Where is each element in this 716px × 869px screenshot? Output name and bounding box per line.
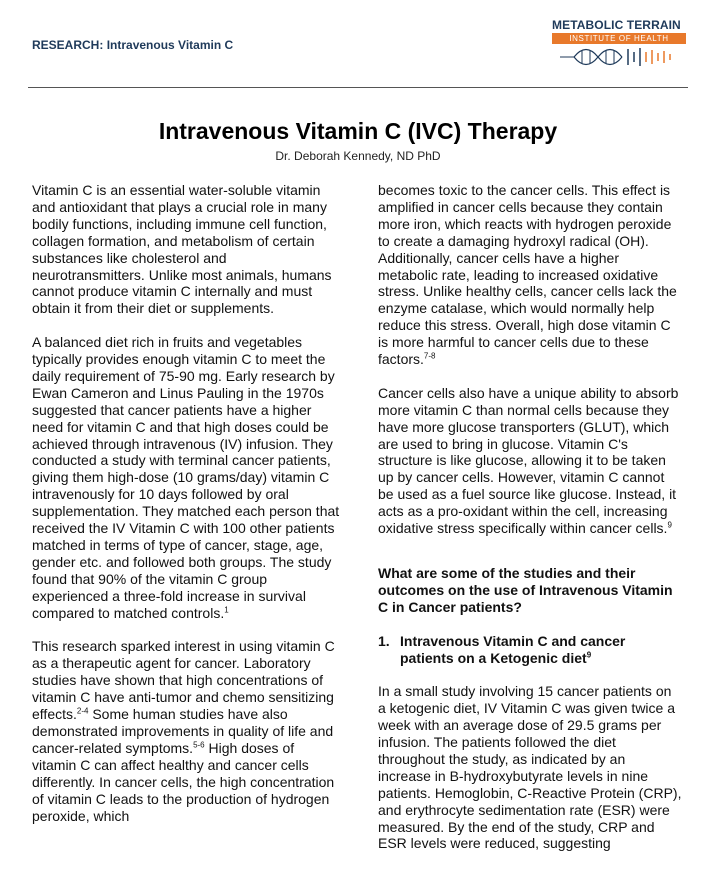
citation-ref: 9 — [667, 520, 672, 530]
paragraph: Cancer cells also have a unique ability to absorb more vitamin C than normal cells because they have more glucose transporters (GLUT), which are used to bring in glucose. Vitamin C's structure is like glucose, allowing it to be taken up by cancer cells. However, vitamin C cannot be used as a fuel source like glucose. Instead, it acts as a pro-oxidant within the cell, increasing oxidative stress specifically within cancer cells.$^9$ — [378, 384, 679, 537]
paragraph: A balanced diet rich in fruits and vegetables typically provides enough vitamin C to meet the daily requirement of 75-90 mg. Early research by Ewan Cameron and Linus Pauling in the 1970s suggested that cancer patients have a higher need for vitamin C and that high doses could be achieved through intravenous (IV) infusion. They conducted a study with terminal cancer patients, giving them high-dose (10 grams/day) vitamin C intravenously for 10 days followed by oral supplementation. They matched each person that received the IV Vitamin C with 100 other patients matched in terms of type of cancer, stage, age, gender etc. and followed both groups. The study found that 90% of the vitamin C group experienced a three-fold increase in survival compared to matched controls.$^1$ — [32, 334, 340, 621]
paragraph: In a small study involving 15 cancer patients on a ketogenic diet, IV Vitamin C was given twice a week with an average dose of 29.5 grams per infusion. The patients followed the diet throughout the study, as indicated by an increase in B-hydroxybutyrate levels in nine patients. Hemoglobin, C-Reactive Protein (CRP), and erythrocyte sedimentation rate (ESR) were measured. By the end of the study, CRP and ESR levels were reduced, suggesting — [378, 683, 682, 852]
dna-helix-logo-icon — [560, 46, 680, 68]
logo-subtitle: INSTITUTE OF HEALTH — [552, 33, 686, 44]
section-subheading: What are some of the studies and their outcomes on the use of Intravenous Vitamin C in Cancer patients? — [378, 565, 673, 615]
paragraph: becomes toxic to the cancer cells. This effect is amplified in cancer cells because they contain more iron, which reacts with hydrogen peroxide to create a damaging hydroxyl radical (OH). Additionally, cancer cells have a higher metabolic rate, leading to increased oxidative stress. Unlike healthy cells, cancer cells lack the enzyme catalase, which would normally help reduce this stress. Overall, high dose vitamin C is more harmful to cancer cells due to these factors.$^{7-8}$ — [378, 182, 677, 368]
study-heading: 1. Intravenous Vitamin C and cancer patients on a Ketogenic diet$^9$ — [378, 632, 626, 666]
document-title: Intravenous Vitamin C (IVC) Therapy — [158, 118, 558, 144]
section-title: Intravenous Vitamin C — [106, 38, 234, 52]
citation-ref: 5-6 — [193, 740, 205, 750]
left-column — [32, 182, 342, 841]
section-label: RESEARCH: — [32, 38, 104, 52]
citation-ref: 7-8 — [423, 351, 436, 361]
paragraph: This research sparked interest in using vitamin C as a therapeutic agent for cancer. Laboratory studies have shown that high concentrations of vitamin C have anti-tumor and chemo sensitizing effects.$^{2-4}$ Some human studies have also demonstrated improvements in quality of life and cancer-related symptoms.$^{5-6}$ High doses of vitamin C can affect healthy and cancer cells differently. In cancer cells, the high concentration of vitamin C leads to the production of hydrogen peroxide, which — [32, 638, 335, 824]
paragraph: Vitamin C is an essential water-soluble vitamin and antioxidant that plays a crucial role in many bodily functions, including immune cell function, collagen formation, and metabolism of certain substances like cholesterol and neurotransmitters. Unlike most animals, humans cannot produce vitamin C internally and must obtain it from their diet or supplements. — [32, 182, 332, 317]
institute-logo — [552, 18, 686, 68]
header-divider — [28, 87, 688, 88]
citation-ref: 9 — [586, 649, 592, 659]
citation-ref: 1 — [224, 604, 229, 614]
author-line: Dr. Deborah Kennedy, ND PhD — [275, 149, 441, 163]
study-number: 1. — [378, 632, 390, 649]
section-header — [32, 38, 233, 52]
citation-ref: 2-4 — [76, 706, 89, 716]
right-column — [378, 182, 682, 869]
logo-name: METABOLIC TERRAIN — [552, 18, 681, 32]
